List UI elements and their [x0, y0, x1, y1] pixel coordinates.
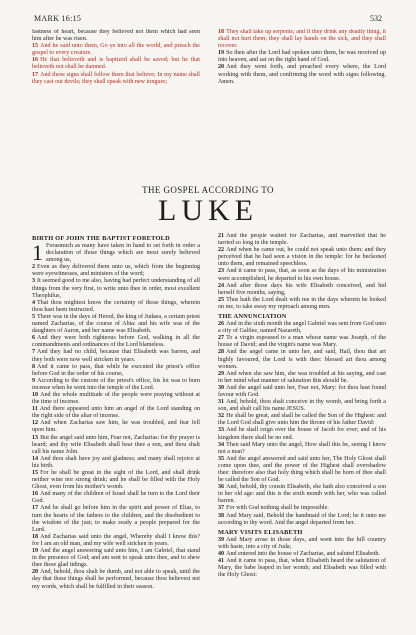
verse-text: And when she saw him, she was troubled at his saying, and cast in her mind what manner of salutation this should be. [218, 370, 386, 384]
verse-number: 4 [32, 299, 36, 306]
luke-column-left [32, 233, 200, 591]
verse-text: Forasmuch as many have taken in hand to set forth in order a declaration of those things which are most surely believed among us, [46, 243, 200, 264]
verse [218, 349, 386, 370]
verse-text: And, behold, thy cousin Elisabeth, she hath also conceived a son in her old age: and this is the sixth month with her, who was called barren. [218, 484, 386, 505]
verse [218, 283, 386, 297]
verse-number: 40 [218, 550, 225, 557]
verse-text: And Mary arose in those days, and went into the hill country with haste, into a city of Juda; [218, 536, 386, 550]
verse-text: According to the custom of the priest's office, his lot was to burn incense when he went into the temple of the Lord. [32, 377, 200, 391]
verse [32, 264, 200, 278]
verse-number: 23 [218, 268, 225, 275]
verse [218, 50, 386, 64]
verse-text: And Zacharias said unto the angel, Whereby shall I know this? for I am an old man, and my wife well stricken in years. [32, 533, 200, 547]
verse-text: And it came to pass, that, as soon as the days of his ministration were accomplished, he departed to his own house. [218, 268, 386, 282]
verse-text: Thus hath the Lord dealt with me in the days wherein he looked on me, to take away my reproach among men. [218, 296, 386, 310]
verse-text: He that believeth and is baptized shall be saved; but he that believeth not shall be damned. [32, 57, 200, 71]
verse-text: Then said Mary unto the angel, How shall this be, seeing I know not a man? [218, 441, 386, 455]
verse [218, 513, 386, 527]
verse-number: 18 [32, 533, 39, 540]
verse-number: 11 [32, 406, 38, 413]
verse [32, 505, 200, 533]
verse [218, 64, 386, 85]
verse-text: And the angel answering said unto him, I am Gabriel, that stand in the presence of God; and am sent to speak unto thee, and to shew thee these glad tidings. [32, 548, 200, 569]
verse [218, 385, 386, 399]
section-heading: BIRTH OF JOHN THE BAPTIST FORETOLD [32, 235, 170, 242]
verse-text: And many of the children of Israel shall he turn to the Lord their God. [32, 491, 200, 505]
verse-text: And they were both righteous before God, walking in all the commandments and ordinances of the Lord blameless. [32, 335, 200, 349]
verse [218, 399, 386, 413]
verse [32, 314, 200, 335]
verse-text: And in the sixth month the angel Gabriel was sent from God unto a city of Galilee, named Nazareth, [218, 321, 386, 335]
verse-number: 17 [32, 505, 39, 512]
mark-ending-text [32, 29, 386, 193]
verse [32, 364, 200, 378]
verse-number: 12 [32, 420, 39, 427]
verse [32, 72, 200, 86]
verse-number: 3 [32, 278, 36, 285]
verse-text: For he shall be great in the sight of the Lord, and shall drink neither wine nor strong drink; and he shall be filled with the Holy Ghost, even from his mother's womb. [32, 470, 200, 491]
verse-text: And the people waited for Zacharias, and marvelled that he tarried so long in the temple. [218, 233, 386, 247]
verse-text: And he said unto them, Go ye into all the world, and preach the gospel to every creature. [32, 43, 200, 57]
verse [218, 371, 386, 385]
verse-text: And when Zacharias saw him, he was troubled, and fear fell upon him. [32, 420, 200, 434]
verse-text: And there appeared unto him an angel of the Lord standing on the right side of the altar of incense. [32, 406, 200, 420]
luke-text [32, 233, 386, 628]
drop-cap: 1 [32, 240, 43, 265]
verse [218, 297, 386, 311]
verse-number: 16 [32, 57, 39, 64]
verse-text: But the angel said unto him, Fear not, Zacharias: for thy prayer is heard; and thy wife Elisabeth shall bear thee a son, and thou shalt call his name John. [32, 434, 200, 455]
verse-number: 39 [218, 536, 225, 543]
verse-text: He shall be great, and shall be called the Son of the Highest: and the Lord God shall give unto him the throne of his father David: [218, 413, 386, 427]
verse-text: And the angel said unto her, Fear not, Mary: for thou hast found favour with God. [218, 384, 386, 398]
verse [218, 551, 386, 558]
luke-column-right [218, 233, 386, 579]
verse-text: And it came to pass, that while he executed the priest's office before God in the order of his course, [32, 363, 200, 377]
verse-text: For with God nothing shall be impossible. [226, 505, 329, 512]
verse-number: 7 [32, 349, 36, 356]
verse-number: 36 [218, 484, 225, 491]
verse-number: 37 [218, 505, 225, 512]
verse-number: 31 [218, 399, 225, 406]
verse-number: 28 [218, 349, 225, 356]
verse-number: 20 [218, 64, 225, 71]
verse-text: And it came to pass, that, when Elisabeth heard the salutation of Mary, the babe leaped in her womb; and Elisabeth was filled with the Holy Ghost: [218, 558, 386, 579]
verse-number: 33 [218, 427, 225, 434]
verse [32, 435, 200, 456]
verse [32, 406, 200, 420]
verse-text: And he shall reign over the house of Jacob for ever; and of his kingdom there shall be no end. [218, 427, 386, 441]
verse [32, 278, 200, 299]
verse-number: 5 [32, 313, 36, 320]
verse [32, 534, 200, 548]
verse [32, 392, 200, 406]
verse-text: And he shall go before him in the spirit and power of Elias, to turn the hearts of the fathers to the children, and the disobedient to the wisdom of the just; to make ready a people prepared for the Lord. [32, 505, 200, 533]
verse [32, 29, 200, 43]
verse-number: 19 [218, 50, 225, 57]
verse [218, 442, 386, 456]
verse-list [32, 264, 200, 590]
verse-text: And the angel came in unto her, and said, Hail, thou that art highly favoured, the Lord is with thee: blessed art thou among women. [218, 349, 386, 370]
verse-text: fastness of heart, because they believed not them which had seen him after he was risen. [32, 29, 200, 43]
verse [32, 43, 200, 57]
verse [32, 548, 200, 569]
verse [218, 537, 386, 551]
verse-number: 32 [218, 413, 225, 420]
verse-number: 8 [32, 363, 36, 370]
verse-text: And the whole multitude of the people were praying without at the time of incense. [32, 391, 200, 406]
verse-number: 18 [218, 29, 225, 35]
verse-number: 2 [32, 264, 36, 271]
verse [218, 233, 386, 247]
verse [218, 456, 386, 484]
verse-text: So then after the Lord had spoken unto them, he was received up into heaven, and sat on the right hand of God. [218, 50, 386, 64]
verse-number: 20 [32, 569, 39, 576]
verse [32, 335, 200, 349]
verse-number: 29 [218, 370, 225, 377]
verse-text: And when he came out, he could not speak unto them: and they perceived that he had seen a vision in the temple: for he beckoned unto them, and remained speechless. [218, 247, 386, 268]
verse [32, 456, 200, 470]
verse-number: 14 [32, 455, 39, 462]
verse-number: 13 [32, 434, 39, 441]
verse-number: 17 [32, 71, 39, 78]
verse-text: And after those days his wife Elisabeth conceived, and hid herself five months, saying, [218, 282, 386, 296]
verse [218, 558, 386, 579]
verse [32, 491, 200, 505]
verse-text: There was in the days of Herod, the king of Judaea, a certain priest named Zacharias, of the course of Abia: and his wife was of the daughters of Aaron, and her name was Elisabeth. [32, 313, 200, 335]
verse-text: And these signs shall follow them that believe; In my name shall they cast out devils; they shall speak with new tongues; [32, 71, 200, 85]
verse-number: 35 [218, 455, 225, 462]
mark-column-right [218, 29, 386, 86]
verse-number: 27 [218, 335, 225, 342]
verse-text: And, behold, thou shalt conceive in thy womb, and bring forth a son, and shalt call his name JESUS. [218, 399, 386, 413]
verse-text: They shall take up serpents; and if they drink any deadly thing, it shall not hurt them; they shall lay hands on the sick, and they shall recover. [218, 29, 386, 50]
book-title [0, 185, 416, 226]
verse-number: 41 [218, 558, 225, 565]
mark-column-left [32, 29, 200, 86]
verse [32, 420, 200, 434]
section-heading: MARY VISITS ELISABETH [218, 528, 303, 536]
verse [32, 470, 200, 491]
verse [218, 247, 386, 268]
section-heading: THE ANNUNCIATION [218, 313, 287, 321]
verse [32, 569, 200, 590]
verse-list [218, 233, 386, 311]
verse [218, 484, 386, 505]
verse-text: That thou mightest know the certainty of those things, wherein thou hast been instructed. [32, 299, 200, 313]
verse-number: 19 [32, 548, 39, 555]
verse-text: To a virgin espoused to a man whose name was Joseph, of the house of David; and the virgin's name was Mary. [218, 335, 386, 349]
verse [32, 240, 200, 265]
verse [218, 427, 386, 441]
verse-text: And they went forth, and preached every where, the Lord working with them, and confirming the word with signs following. Amen. [218, 64, 386, 85]
running-header [0, 14, 416, 28]
verse [32, 300, 200, 314]
running-head: MARK 16:15 [34, 14, 82, 23]
verse [218, 29, 386, 50]
verse [32, 57, 200, 71]
verse [218, 413, 386, 427]
verse-number: 15 [32, 43, 39, 50]
page-number: 532 [370, 14, 382, 23]
verse-number: 16 [32, 491, 39, 498]
book-title-big: LUKE [158, 194, 258, 227]
book-title-small: THE GOSPEL ACCORDING TO [142, 185, 274, 195]
verse-number: 22 [218, 247, 225, 254]
verse [218, 321, 386, 335]
verse-list [218, 537, 386, 580]
verse-number: 30 [218, 384, 225, 391]
verse-text: And Mary said, Behold the handmaid of the Lord; be it unto me according to thy word. And the angel departed from her. [218, 512, 386, 526]
verse-number: 24 [218, 282, 225, 289]
verse [32, 349, 200, 363]
verse-number: 6 [32, 335, 36, 342]
verse-text: And the angel answered and said unto her, The Holy Ghost shall come upon thee, and the power of the Highest shall overshadow thee: therefore also that holy thing which shall be born of thee shall be called the Son of God. [218, 455, 386, 484]
verse [218, 505, 386, 512]
verse-number: 38 [218, 512, 225, 519]
verse-number: 10 [32, 391, 39, 398]
verse-list [218, 321, 386, 527]
verse-text: And they had no child, because that Elisabeth was barren, and they both were now well stricken in years. [32, 349, 200, 363]
verse-text: Even as they delivered them unto us, which from the beginning were eyewitnesses, and ministers of the word; [32, 264, 200, 278]
verse [218, 268, 386, 282]
verse-number: 25 [218, 296, 225, 303]
verse-text: And, behold, thou shalt be dumb, and not able to speak, until the day that these things shall be performed, because thou believest not my words, which shall be fulfilled in their season. [32, 569, 200, 590]
verse-number: 21 [218, 233, 225, 239]
verse-text: And entered into the house of Zacharias, and saluted Elisabeth. [226, 550, 380, 557]
verse [218, 335, 386, 349]
verse-text: It seemed good to me also, having had perfect understanding of all things from the very first, to write unto thee in order, most excellent Theophilus, [32, 278, 200, 299]
verse-number: 34 [218, 441, 225, 448]
verse-number: 26 [218, 321, 225, 328]
verse-number: 15 [32, 470, 39, 476]
verse-text: And thou shalt have joy and gladness; and many shall rejoice at his birth. [32, 455, 200, 469]
verse [32, 378, 200, 392]
verse-number: 9 [32, 377, 36, 384]
